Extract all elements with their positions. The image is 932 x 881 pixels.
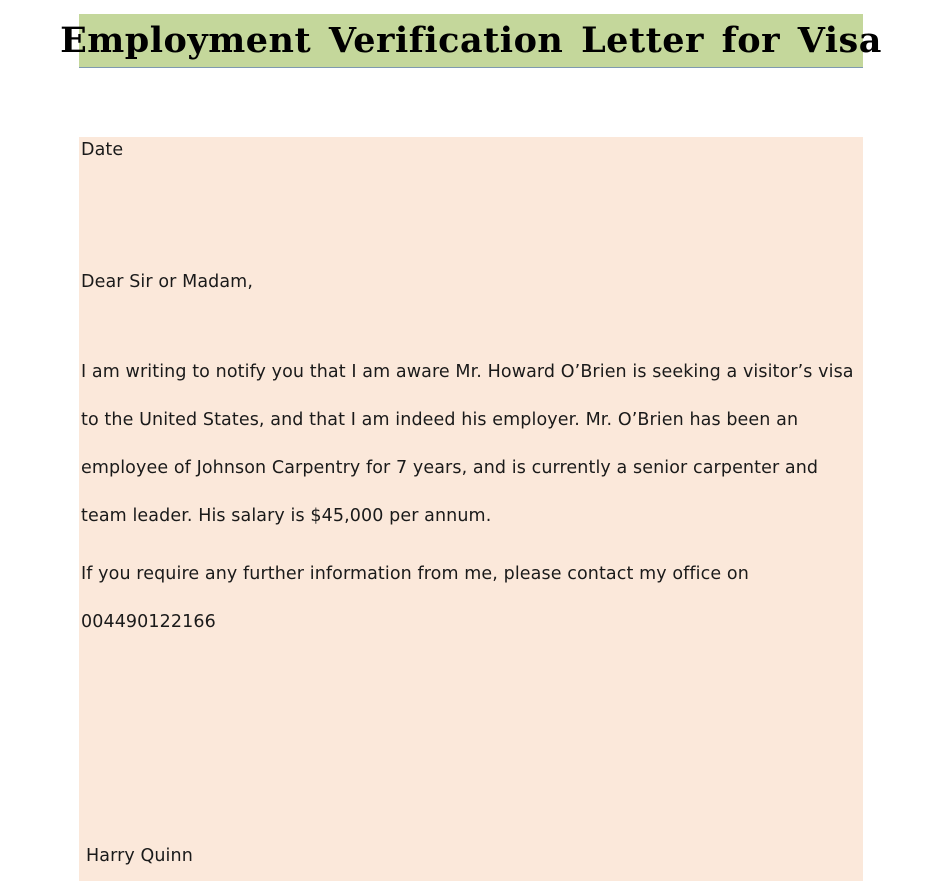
paragraph1-line-2: to the United States, and that I am indeed his employer. Mr. O’Brien has been an (81, 410, 799, 430)
paragraph2-line-1: If you require any further information from me, please contact my office on (81, 564, 749, 584)
paragraph1-line-3: employee of Johnson Carpentry for 7 years, and is currently a senior carpenter and (81, 458, 819, 478)
letter-title-banner (60, 14, 882, 68)
phone-number: 004490122166 (81, 612, 216, 632)
letter-title: Employment Verification Letter for Visa (60, 20, 882, 61)
letter-body (79, 137, 863, 881)
paragraph1-line-4: team leader. His salary is $45,000 per annum. (81, 506, 492, 526)
signature-name: Harry Quinn (86, 846, 193, 866)
date-label: Date (81, 140, 124, 160)
paragraph1-line-1: I am writing to notify you that I am aware Mr. Howard O’Brien is seeking a visitor’s visa (81, 362, 854, 382)
salutation: Dear Sir or Madam, (81, 272, 253, 292)
